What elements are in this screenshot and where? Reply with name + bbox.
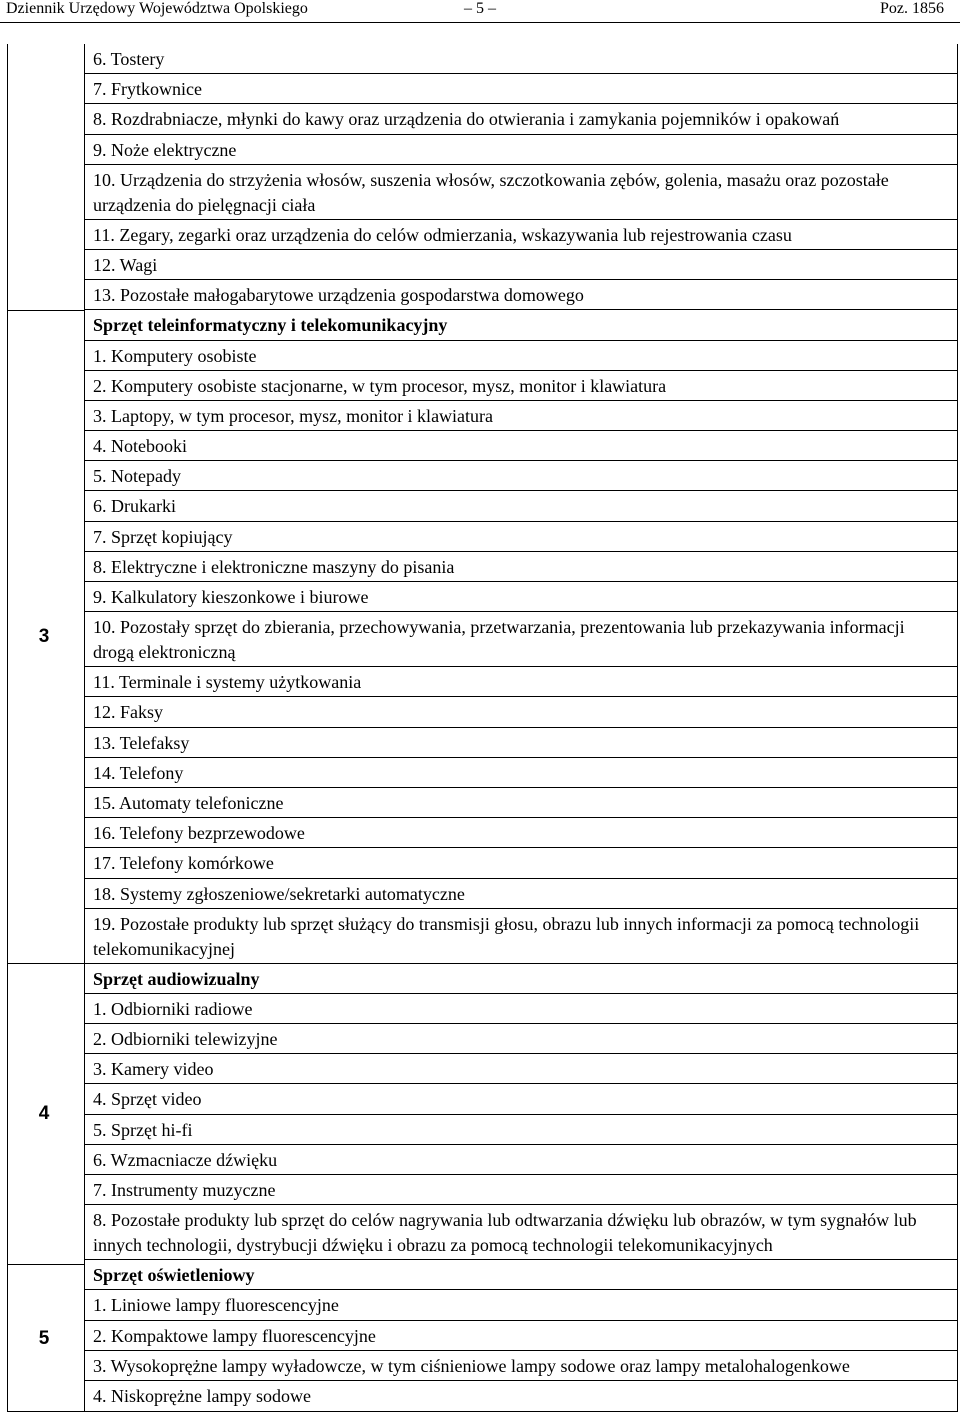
list-item: 10. Urządzenia do strzyżenia włosów, suszenia włosów, szczotkowania zębów, golenia, masażu oraz pozostałe urządzenia do pielęgnacji ciała bbox=[85, 165, 957, 220]
group-number-3: 3 bbox=[38, 626, 50, 647]
list-item: 7. Frytkownice bbox=[85, 74, 957, 104]
list-item: 5. Sprzęt hi-fi bbox=[85, 1115, 957, 1145]
group-number-4: 4 bbox=[38, 1103, 50, 1124]
list-item: 18. Systemy zgłoszeniowe/sekretarki automatyczne bbox=[85, 879, 957, 909]
list-item: 2. Kompaktowe lampy fluorescencyjne bbox=[85, 1321, 957, 1351]
list-item: 7. Instrumenty muzyczne bbox=[85, 1175, 957, 1205]
group-separator-top-3 bbox=[7, 310, 85, 311]
group-separator-4-5 bbox=[7, 1264, 85, 1265]
list-item: 1. Liniowe lampy fluorescencyjne bbox=[85, 1290, 957, 1320]
list-item: 10. Pozostały sprzęt do zbierania, przechowywania, przetwarzania, prezentowania lub przekazywania informacji drogą elektroniczną bbox=[85, 612, 957, 667]
list-item: 14. Telefony bbox=[85, 758, 957, 788]
list-item: 11. Terminale i systemy użytkowania bbox=[85, 667, 957, 697]
list-item: 7. Sprzęt kopiujący bbox=[85, 522, 957, 552]
table-left-border bbox=[7, 44, 8, 1412]
list-item: 6. Wzmacniacze dźwięku bbox=[85, 1145, 957, 1175]
list-item: 2. Komputery osobiste stacjonarne, w tym procesor, mysz, monitor i klawiatura bbox=[85, 371, 957, 401]
list-item: 13. Pozostałe małogabarytowe urządzenia gospodarstwa domowego bbox=[85, 280, 957, 310]
section-heading-lighting: Sprzęt oświetleniowy bbox=[85, 1260, 957, 1290]
header-rule bbox=[0, 22, 960, 23]
section-heading-it-telecom: Sprzęt teleinformatyczny i telekomunikacyjny bbox=[85, 310, 957, 340]
group-number-5: 5 bbox=[38, 1328, 50, 1349]
list-item: 9. Kalkulatory kieszonkowe i biurowe bbox=[85, 582, 957, 612]
list-item: 16. Telefony bezprzewodowe bbox=[85, 818, 957, 848]
group-separator-3-4 bbox=[7, 963, 85, 964]
list-item: 6. Drukarki bbox=[85, 491, 957, 521]
list-item: 3. Laptopy, w tym procesor, mysz, monitor i klawiatura bbox=[85, 401, 957, 431]
list-item: 15. Automaty telefoniczne bbox=[85, 788, 957, 818]
table-bottom-border bbox=[7, 1411, 958, 1412]
list-item: 12. Faksy bbox=[85, 697, 957, 727]
list-item: 1. Odbiorniki radiowe bbox=[85, 994, 957, 1024]
list-item: 5. Notepady bbox=[85, 461, 957, 491]
table-right-border bbox=[957, 44, 958, 1412]
list-item: 8. Elektryczne i elektroniczne maszyny do pisania bbox=[85, 552, 957, 582]
list-item: 3. Kamery video bbox=[85, 1054, 957, 1084]
list-item: 8. Rozdrabniacze, młynki do kawy oraz urządzenia do otwierania i zamykania pojemników i opakowań bbox=[85, 104, 957, 134]
page-header bbox=[0, 0, 960, 22]
list-item: 4. Niskoprężne lampy sodowe bbox=[93, 1385, 311, 1406]
list-item: 13. Telefaksy bbox=[85, 728, 957, 758]
list-item: 9. Noże elektryczne bbox=[85, 135, 957, 165]
list-item: 1. Komputery osobiste bbox=[85, 341, 957, 371]
list-item: 17. Telefony komórkowe bbox=[85, 848, 957, 878]
list-item: 19. Pozostałe produkty lub sprzęt służący do transmisji głosu, obrazu lub innych informacji za pomocą technologii telekomunikacyjnej bbox=[85, 909, 957, 964]
list-item: 2. Odbiorniki telewizyjne bbox=[85, 1024, 957, 1054]
list-item: 4. Sprzęt video bbox=[85, 1084, 957, 1114]
journal-title: Dziennik Urzędowy Województwa Opolskiego bbox=[6, 0, 308, 17]
list-item: 11. Zegary, zegarki oraz urządzenia do celów odmierzania, wskazywania lub rejestrowania czasu bbox=[85, 220, 957, 250]
list-item: 6. Tostery bbox=[85, 44, 957, 74]
list-item: 4. Notebooki bbox=[85, 431, 957, 461]
section-heading-audiovisual: Sprzęt audiowizualny bbox=[85, 964, 957, 994]
position-number: Poz. 1856 bbox=[880, 0, 944, 17]
list-item: 12. Wagi bbox=[85, 250, 957, 280]
page-number: – 5 – bbox=[464, 0, 496, 17]
list-item: 8. Pozostałe produkty lub sprzęt do celów nagrywania lub odtwarzania dźwięku lub obrazów, w tym sygnałów lub innych technologii, dystrybucji dźwięku i obrazu za pomocą technologii telekomunikacyjnych bbox=[85, 1205, 957, 1260]
list-item: 3. Wysokoprężne lampy wyładowcze, w tym ciśnieniowe lampy sodowe oraz lampy metalohalogenkowe bbox=[85, 1351, 957, 1381]
category-list bbox=[85, 44, 957, 1411]
